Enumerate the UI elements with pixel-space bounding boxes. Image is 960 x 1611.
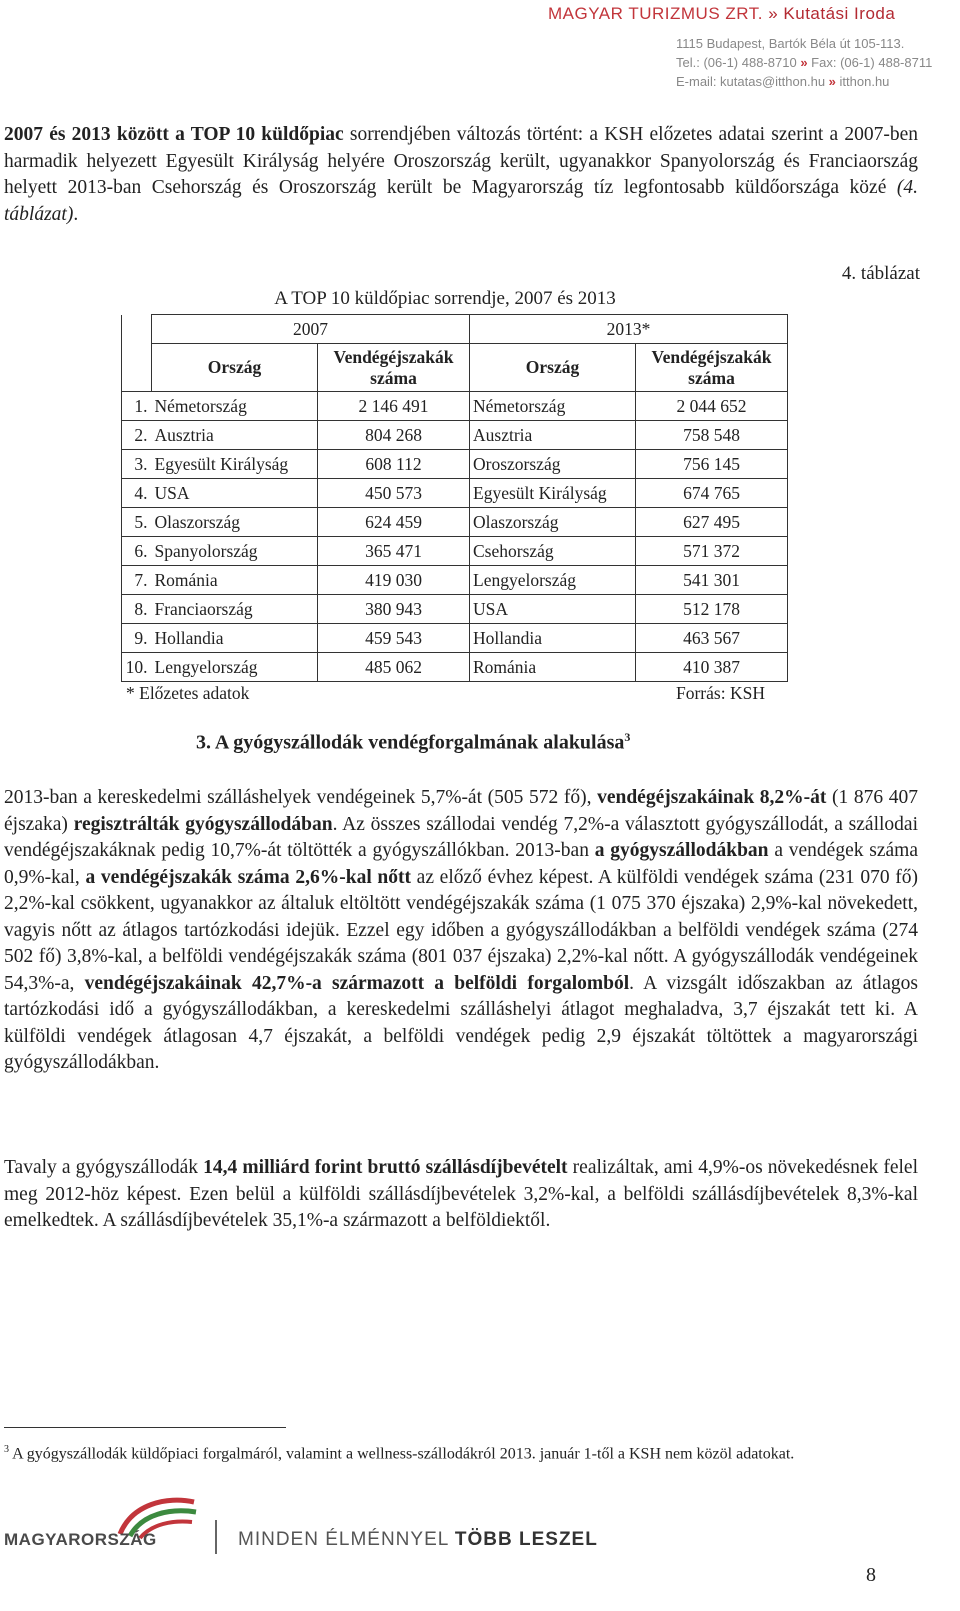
p2-bold-b: 14,4 milliárd forint bruttó szállásdíjbevételt — [203, 1157, 568, 1178]
logo-wordmark: MAGYARORSZÁG — [4, 1530, 157, 1549]
nights-2007-cell: 608 112 — [318, 450, 470, 479]
rank-cell: 7. — [122, 566, 152, 595]
contact-separator: » — [800, 55, 808, 70]
country-2013-cell: Csehország — [470, 537, 636, 566]
website-text[interactable]: itthon.hu — [839, 74, 890, 89]
nights-2013-cell: 756 145 — [636, 450, 788, 479]
country-2013-cell: Románia — [470, 653, 636, 682]
p1-bold-b: vendégéjszakáinak 8,2%-át — [597, 787, 827, 808]
table-row — [122, 508, 788, 537]
country-2007-cell: Spanyolország — [152, 537, 318, 566]
nights-2007-cell: 380 943 — [318, 595, 470, 624]
nights-2013-cell: 2 044 652 — [636, 392, 788, 421]
p1-bold-f: a gyógyszállodákban — [594, 840, 769, 861]
email-text[interactable]: E-mail: kutatas@itthon.hu — [676, 74, 826, 89]
letterhead — [540, 0, 940, 100]
p1-bold-j: vendégéjszakáinak 42,7%-a származott a belföldi forgalomból — [84, 972, 630, 994]
nights-2007-cell: 485 062 — [318, 653, 470, 682]
p1-text-g: a vendégek száma 0,9%-kal, — [4, 840, 918, 888]
country-2013-cell: Németország — [470, 392, 636, 421]
table-note: * Előzetes adatok — [126, 683, 250, 703]
footnote-text: A gyógyszállodák küldőpiaci forgalmáról, valamint a wellness-szállodákról 2013. január 1-től a KSH nem közöl adatokat. — [9, 1445, 795, 1463]
section-title-text: 3. A gyógyszállodák vendégforgalmának alakulása — [196, 731, 625, 754]
country-2007-cell: Olaszország — [152, 508, 318, 537]
country-2007-cell: Hollandia — [152, 624, 318, 653]
slogan-part-b: TÖBB LESZEL — [454, 1529, 598, 1550]
table-row — [122, 450, 788, 479]
p2-text-c: realizáltak, ami 4,9%-os növekedésnek felel meg 2012-höz képest. Ezen belül a külföldi szállásdíjbevételek 3,2%-kal, a belföldi szállásdíjbevételek 8,3%-kal emelkedtek. A szállásdíjbevételek 35,1%-a származott a belföldiektől. — [4, 1157, 918, 1231]
phone-text: Tel.: (06-1) 488-8710 — [676, 55, 797, 70]
org-separator: » — [768, 4, 779, 23]
p1-bold-h: a vendégéjszakák száma 2,6%-kal nőtt — [85, 866, 411, 888]
table-row — [122, 392, 788, 421]
footnote-mark: 3 — [4, 1444, 9, 1455]
country-2007-cell: Ausztria — [152, 421, 318, 450]
country-2013-cell: Egyesült Királyság — [470, 479, 636, 508]
slogan-part-a: MINDEN ÉLMÉNNYEL — [238, 1529, 455, 1550]
table-title: A TOP 10 küldőpiac sorrendje, 2007 és 2013 — [274, 288, 616, 309]
intro-table-ref: (4. táblázat) — [4, 177, 918, 225]
country-2007-cell: Franciaország — [152, 595, 318, 624]
nights-2007-cell: 804 268 — [318, 421, 470, 450]
nights-2007-cell: 624 459 — [318, 508, 470, 537]
rank-cell: 4. — [122, 479, 152, 508]
nights-2013-cell: 758 548 — [636, 421, 788, 450]
intro-end: . — [73, 203, 79, 225]
fax-text: Fax: (06-1) 488-8711 — [811, 55, 933, 70]
phone-fax-line — [676, 55, 932, 70]
organization-name — [548, 4, 895, 24]
footer-divider — [215, 1520, 217, 1554]
page-number: 8 — [866, 1564, 876, 1586]
p1-text-k: . A vizsgált időszakban az átlagos tartózkodási idő a gyógyszállodákban, a kereskedelmi szálláshelyi átlagot meghaladva, 3,7 éjszakát tett ki. A külföldi vendégek átlagosan 4,7 éjszakát, a belföldi vendégek pedig 2,9 éjszakát töltöttek a magyarországi gyógyszállodákban. — [4, 972, 918, 1073]
rank-cell: 8. — [122, 595, 152, 624]
p1-text-c: (1 876 407 éjszaka) — [4, 787, 918, 835]
country-2013-cell: Lengyelország — [470, 566, 636, 595]
p1-text-e: . Az összes szállodai vendég 7,2%-a választott gyógyszállodát, a szállodai vendégéjszakáknak pedig 10,7%-át töltötték a gyógyszállókban. 2013-ban — [4, 813, 918, 861]
country-2013-cell: Olaszország — [470, 508, 636, 537]
table-row — [122, 479, 788, 508]
country-2007-cell: Egyesült Királyság — [152, 450, 318, 479]
footnote — [4, 1439, 918, 1465]
col-country-2007: Ország — [152, 344, 318, 392]
section-footnote-mark: 3 — [624, 730, 631, 744]
rank-cell: 2. — [122, 421, 152, 450]
body-paragraph-1 — [4, 785, 918, 1077]
nights-2007-cell: 419 030 — [318, 566, 470, 595]
country-2007-cell: Németország — [152, 392, 318, 421]
table-body — [122, 392, 788, 682]
p1-text-a: 2013-ban a kereskedelmi szálláshelyek vendégeinek 5,7%-át (505 572 fő), — [4, 787, 598, 808]
rank-cell: 9. — [122, 624, 152, 653]
table-row — [122, 624, 788, 653]
p2-text-a: Tavaly a gyógyszállodák — [4, 1157, 204, 1178]
rank-cell: 6. — [122, 537, 152, 566]
nights-2013-cell: 410 387 — [636, 653, 788, 682]
nights-2013-cell: 463 567 — [636, 624, 788, 653]
footer-slogan — [238, 1529, 598, 1551]
rank-cell: 3. — [122, 450, 152, 479]
nights-2007-cell: 450 573 — [318, 479, 470, 508]
country-2013-cell: Hollandia — [470, 624, 636, 653]
country-2007-cell: Románia — [152, 566, 318, 595]
org-department: Kutatási Iroda — [783, 4, 896, 23]
nights-2007-cell: 365 471 — [318, 537, 470, 566]
email-web-line — [676, 74, 889, 89]
table-number: 4. táblázat — [841, 263, 920, 284]
contact-separator-2: » — [828, 74, 836, 89]
table-row — [122, 566, 788, 595]
country-2007-cell: USA — [152, 479, 318, 508]
p1-text-i: az előző évhez képest. A külföldi vendégek száma (231 070 fő) 2,2%-kal csökkent, ugyanakkor az általuk eltöltött vendégéjszakák száma (1 075 370 éjszaka) 2,9%-kal növekedett, vagyis nőtt az átlagos tartózkodási idejük. Ezzel egy időben a gyógyszállodákban a belföldi vendégek száma (274 502 fő) 3,8%-kal, a belföldi vendégéjszakák száma (801 037 éjszaka) 2,2%-kal nőtt. A gyógyszállodák vendégeinek 54,3%-a, — [4, 866, 918, 994]
nights-2013-cell: 541 301 — [636, 566, 788, 595]
rank-cell: 1. — [122, 392, 152, 421]
nights-2007-cell: 2 146 491 — [318, 392, 470, 421]
table-corner — [122, 315, 152, 344]
table-row — [122, 537, 788, 566]
col-nights-2007: Vendégéjszakák száma — [318, 344, 470, 392]
intro-bold-lead: 2007 és 2013 között a TOP 10 küldőpiac — [4, 124, 344, 145]
col-country-2013: Ország — [470, 344, 636, 392]
country-2013-cell: Oroszország — [470, 450, 636, 479]
p1-bold-d: regisztrálták gyógyszállodában — [73, 813, 333, 835]
table-row — [122, 595, 788, 624]
rank-cell: 10. — [122, 653, 152, 682]
nights-2013-cell: 512 178 — [636, 595, 788, 624]
country-2007-cell: Lengyelország — [152, 653, 318, 682]
nights-2013-cell: 674 765 — [636, 479, 788, 508]
intro-paragraph — [4, 122, 918, 228]
table-corner-2 — [122, 344, 152, 392]
address-line: 1115 Budapest, Bartók Béla út 105-113. — [676, 36, 905, 51]
country-2013-cell: USA — [470, 595, 636, 624]
top10-table — [121, 314, 788, 682]
col-nights-2013: Vendégéjszakák száma — [636, 344, 788, 392]
org-title: MAGYAR TURIZMUS ZRT. — [548, 4, 763, 23]
intro-text: sorrendjében változás történt: a KSH előzetes adatai szerint a 2007-ben harmadik helyezett Egyesült Királyság helyére Oroszország került, ugyanakkor Spanyolország és Franciaország helyett 2013-ban Csehország és Oroszország került be Magyarország tíz legfontosabb küldőországa közé — [4, 124, 918, 198]
table-row — [122, 653, 788, 682]
country-2013-cell: Ausztria — [470, 421, 636, 450]
nights-2013-cell: 571 372 — [636, 537, 788, 566]
year-2013-header: 2013* — [470, 315, 788, 344]
rank-cell: 5. — [122, 508, 152, 537]
nights-2007-cell: 459 543 — [318, 624, 470, 653]
nights-2013-cell: 627 495 — [636, 508, 788, 537]
table-source: Forrás: KSH — [676, 683, 765, 703]
section-title — [196, 730, 630, 755]
body-paragraph-2 — [4, 1155, 918, 1235]
footnote-divider — [4, 1427, 286, 1428]
table-row — [122, 421, 788, 450]
year-2007-header: 2007 — [152, 315, 470, 344]
